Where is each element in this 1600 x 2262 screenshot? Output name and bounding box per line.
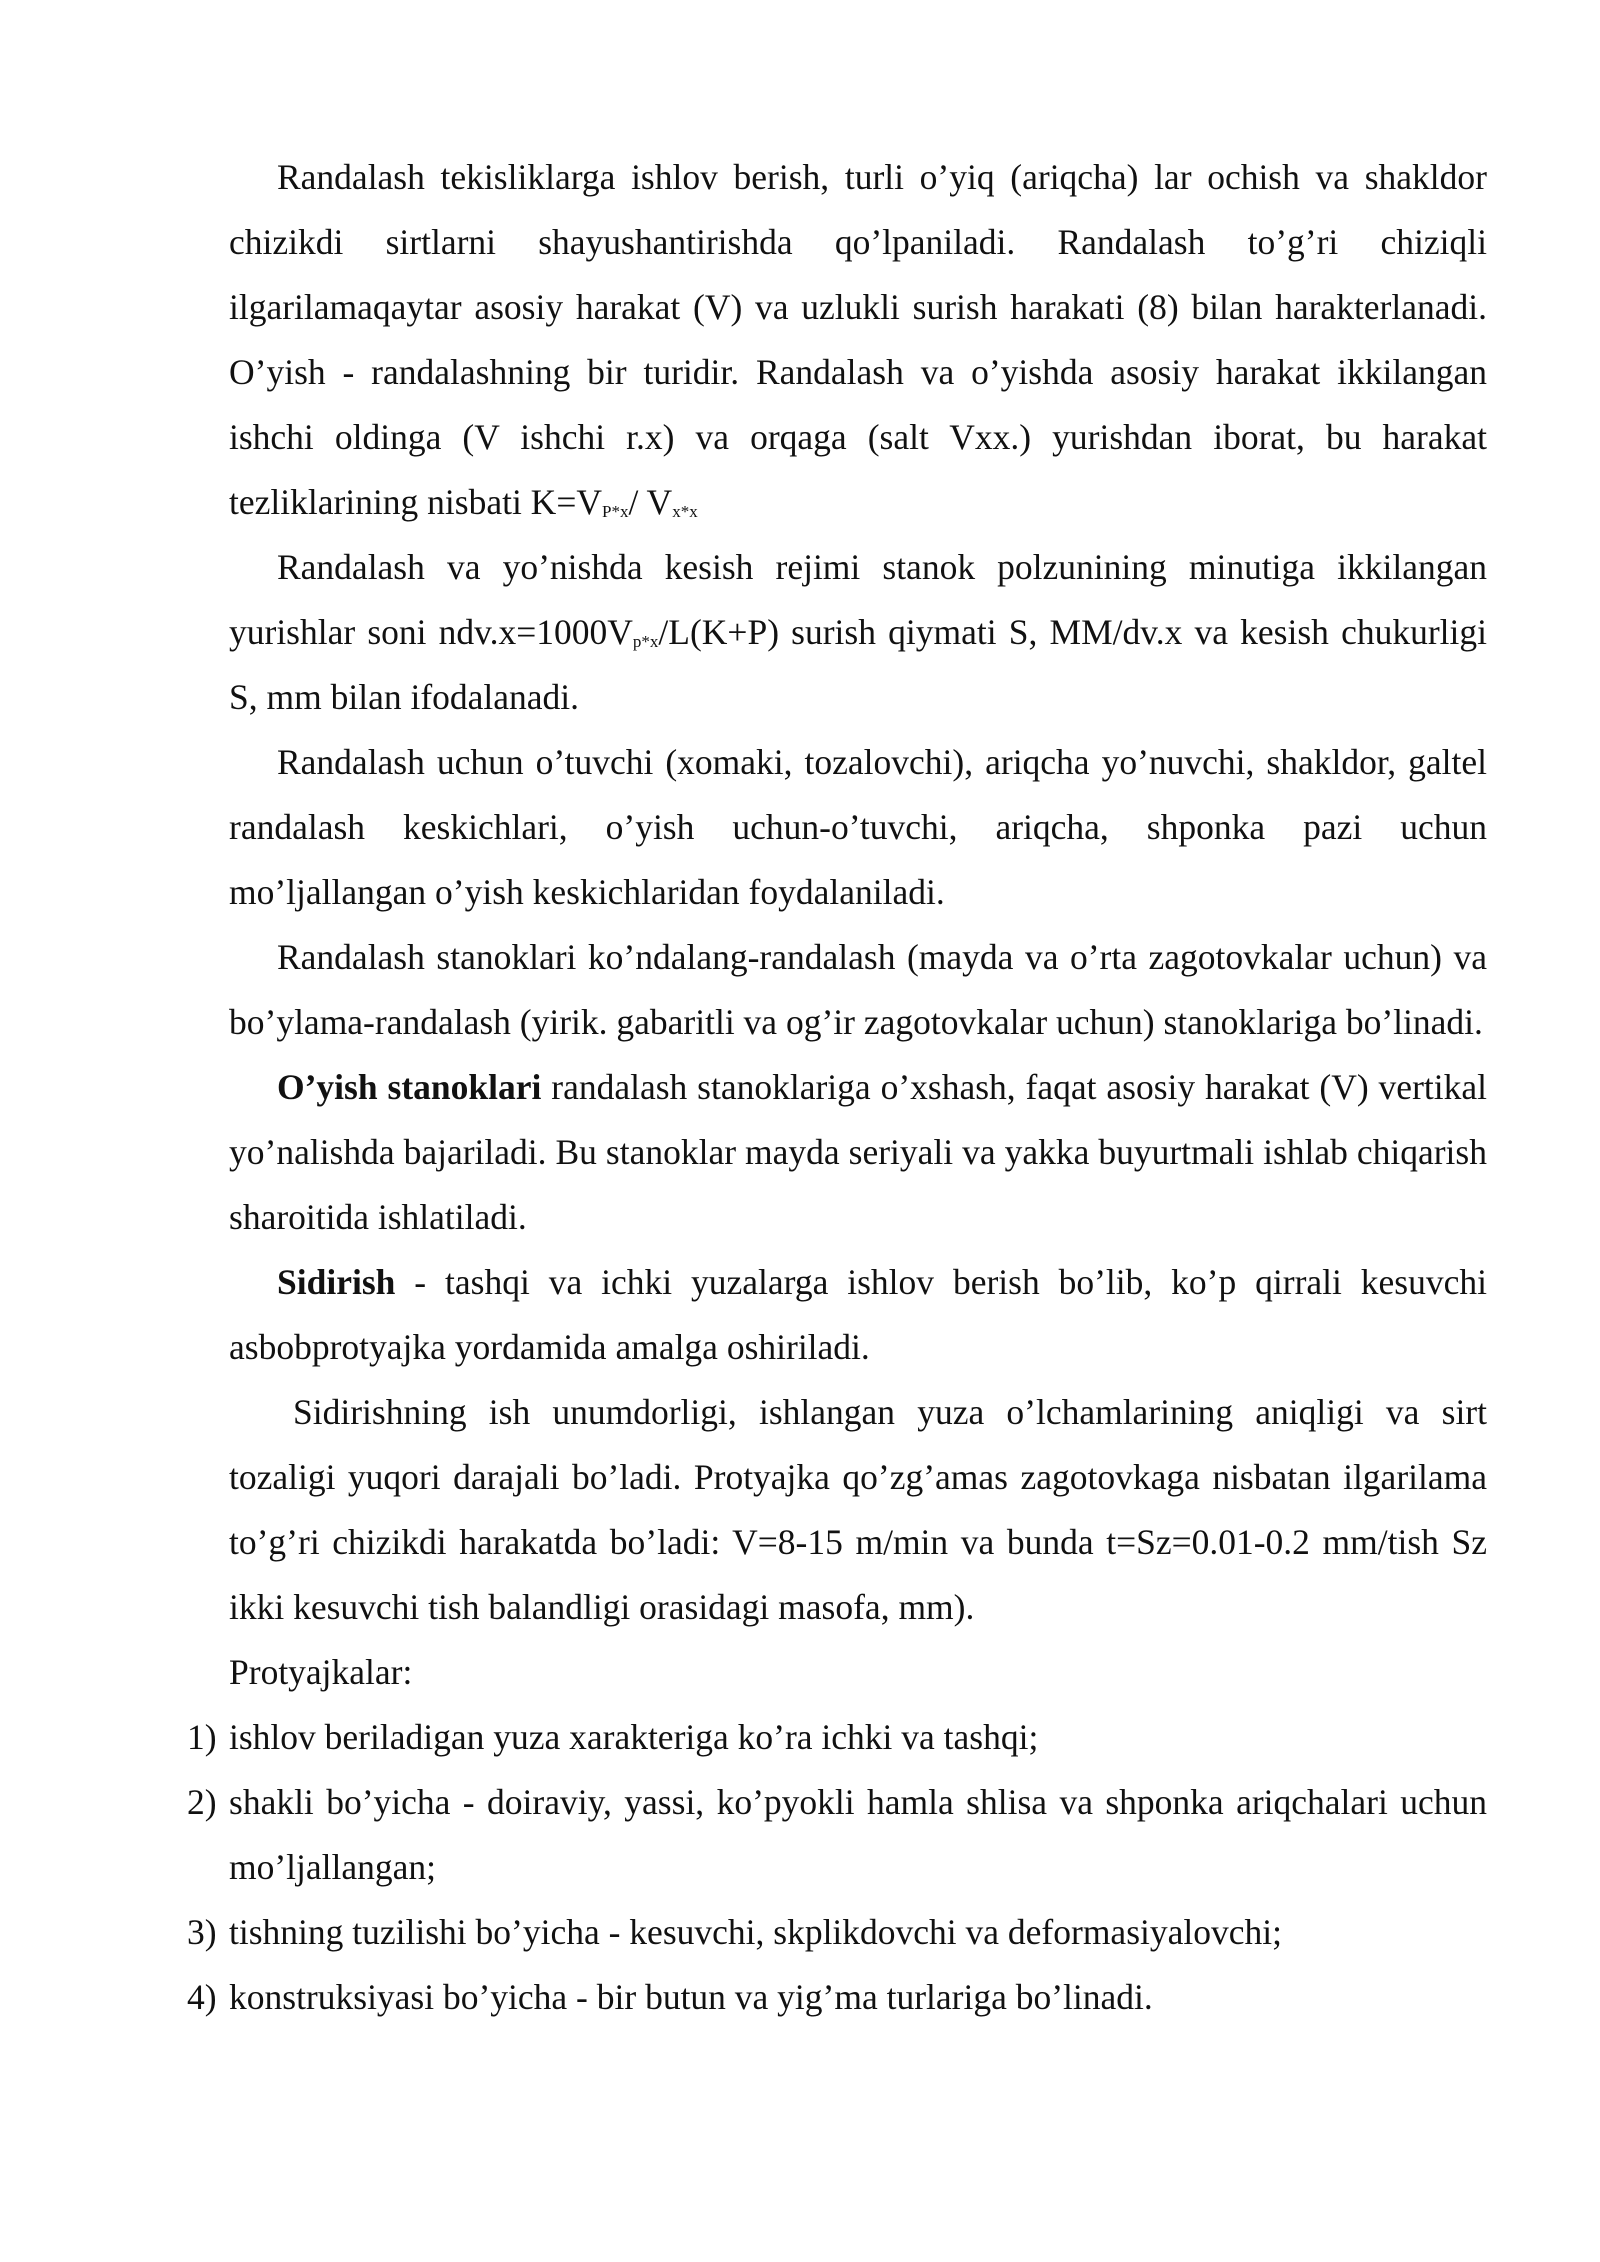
paragraph-slotting-machines: [229, 1055, 1487, 1250]
list-item-text: tishning tuzilishi bo’yicha - kesuvchi, skplikdovchi va deformasiyalovchi;: [229, 1912, 1282, 1952]
broach-types-list: [187, 1705, 1487, 2030]
paragraph-cutters: Randalash uchun o’tuvchi (xomaki, tozalovchi), ariqcha yo’nuvchi, shakldor, galtel randalash keskichlari, o’yish uchun-o’tuvchi, ariqcha, shponka pazi uchun mo’ljallangan o’yish keskichlaridan foydalaniladi.: [229, 742, 1487, 912]
list-item: [187, 1705, 1487, 1770]
list-item-text: konstruksiyasi bo’yicha - bir butun va yig’ma turlariga bo’linadi.: [229, 1977, 1153, 2017]
paragraph-text: - tashqi va ichki yuzalarga ishlov berish bo’lib, ko’p qirrali kesuvchi asbobprotyajka yordamida amalga oshiriladi.: [229, 1262, 1487, 1367]
list-number: 4): [187, 1977, 217, 2017]
list-item-text: ishlov beriladigan yuza xarakteriga ko’ra ichki va tashqi;: [229, 1717, 1039, 1757]
document-body: [187, 145, 1487, 2030]
paragraph-broaching: [229, 1250, 1487, 1380]
paragraph-text: /L(K+P) surish qiymati S, MM/dv.x va kesish chukurligi S, mm bilan ifodalanadi.: [229, 612, 1487, 717]
list-title: Protyajkalar:: [229, 1652, 413, 1692]
paragraph-randalash-intro: [229, 145, 1487, 535]
paragraph-text: Randalash va yo’nishda kesish rejimi stanok polzunining minutiga ikkilangan yurishlar soni ndv.x=1000V: [229, 547, 1487, 652]
paragraph-text: / V: [628, 482, 673, 522]
list-number: 3): [187, 1912, 217, 1952]
paragraph-broaching-productivity: Sidirishning ish unumdorligi, ishlangan yuza o’lchamlarining aniqligi va sirt tozaligi yuqori darajali bo’ladi. Protyajka qo’zg’amas zagotovkaga nisbatan ilgarilama to’g’ri chizikdi harakatda bo’ladi: V=8-15 m/min va bunda t=Sz=0.01-0.2 mm/tish Sz ikki kesuvchi tish balandligi orasidagi masofa, mm).: [229, 1392, 1487, 1627]
subscript: p*x: [632, 632, 659, 651]
bold-term: O’yish stanoklari: [277, 1067, 542, 1107]
paragraph-machines: Randalash stanoklari ko’ndalang-randalash (mayda va o’rta zagotovkalar uchun) va bo’ylama-randalash (yirik. gabaritli va og’ir zagotovkalar uchun) stanoklariga bo’linadi.: [229, 937, 1487, 1042]
list-number: 1): [187, 1717, 217, 1757]
paragraph-text: randalash stanoklariga o’xshash, faqat asosiy harakat (V) vertikal yo’nalishda bajariladi. Bu stanoklar mayda seriyali va yakka buyurtmali ishlab chiqarish sharoitida ishlatiladi.: [229, 1067, 1487, 1237]
list-item-text: shakli bo’yicha - doiraviy, yassi, ko’pyokli hamla shlisa va shponka ariqchalari uchun mo’ljallangan;: [229, 1782, 1487, 1887]
paragraph-cutting-mode: [229, 535, 1487, 730]
paragraph-text: Randalash tekisliklarga ishlov berish, turli o’yiq (ariqcha) lar ochish va shakldor chizikdi sirtlarni shayushantirishda qo’lpaniladi. Randalash to’g’ri chiziqli ilgarilamaqaytar asosiy harakat (V) va uzlukli surish harakati (8) bilan harakterlanadi. O’yish - randalashning bir turidir. Randalash va o’yishda asosiy harakat ikkilangan ishchi oldinga (V ishchi r.x) va orqaga (salt Vxx.) yurishdan iborat, bu harakat tezliklarining nisbati K=V: [229, 157, 1487, 522]
list-number: 2): [187, 1782, 217, 1822]
list-item: [187, 1965, 1487, 2030]
subscript: x*x: [672, 502, 698, 521]
list-item: [187, 1900, 1487, 1965]
subscript: P*x: [601, 502, 629, 521]
list-item: [187, 1770, 1487, 1900]
bold-term: Sidirish: [277, 1262, 396, 1302]
